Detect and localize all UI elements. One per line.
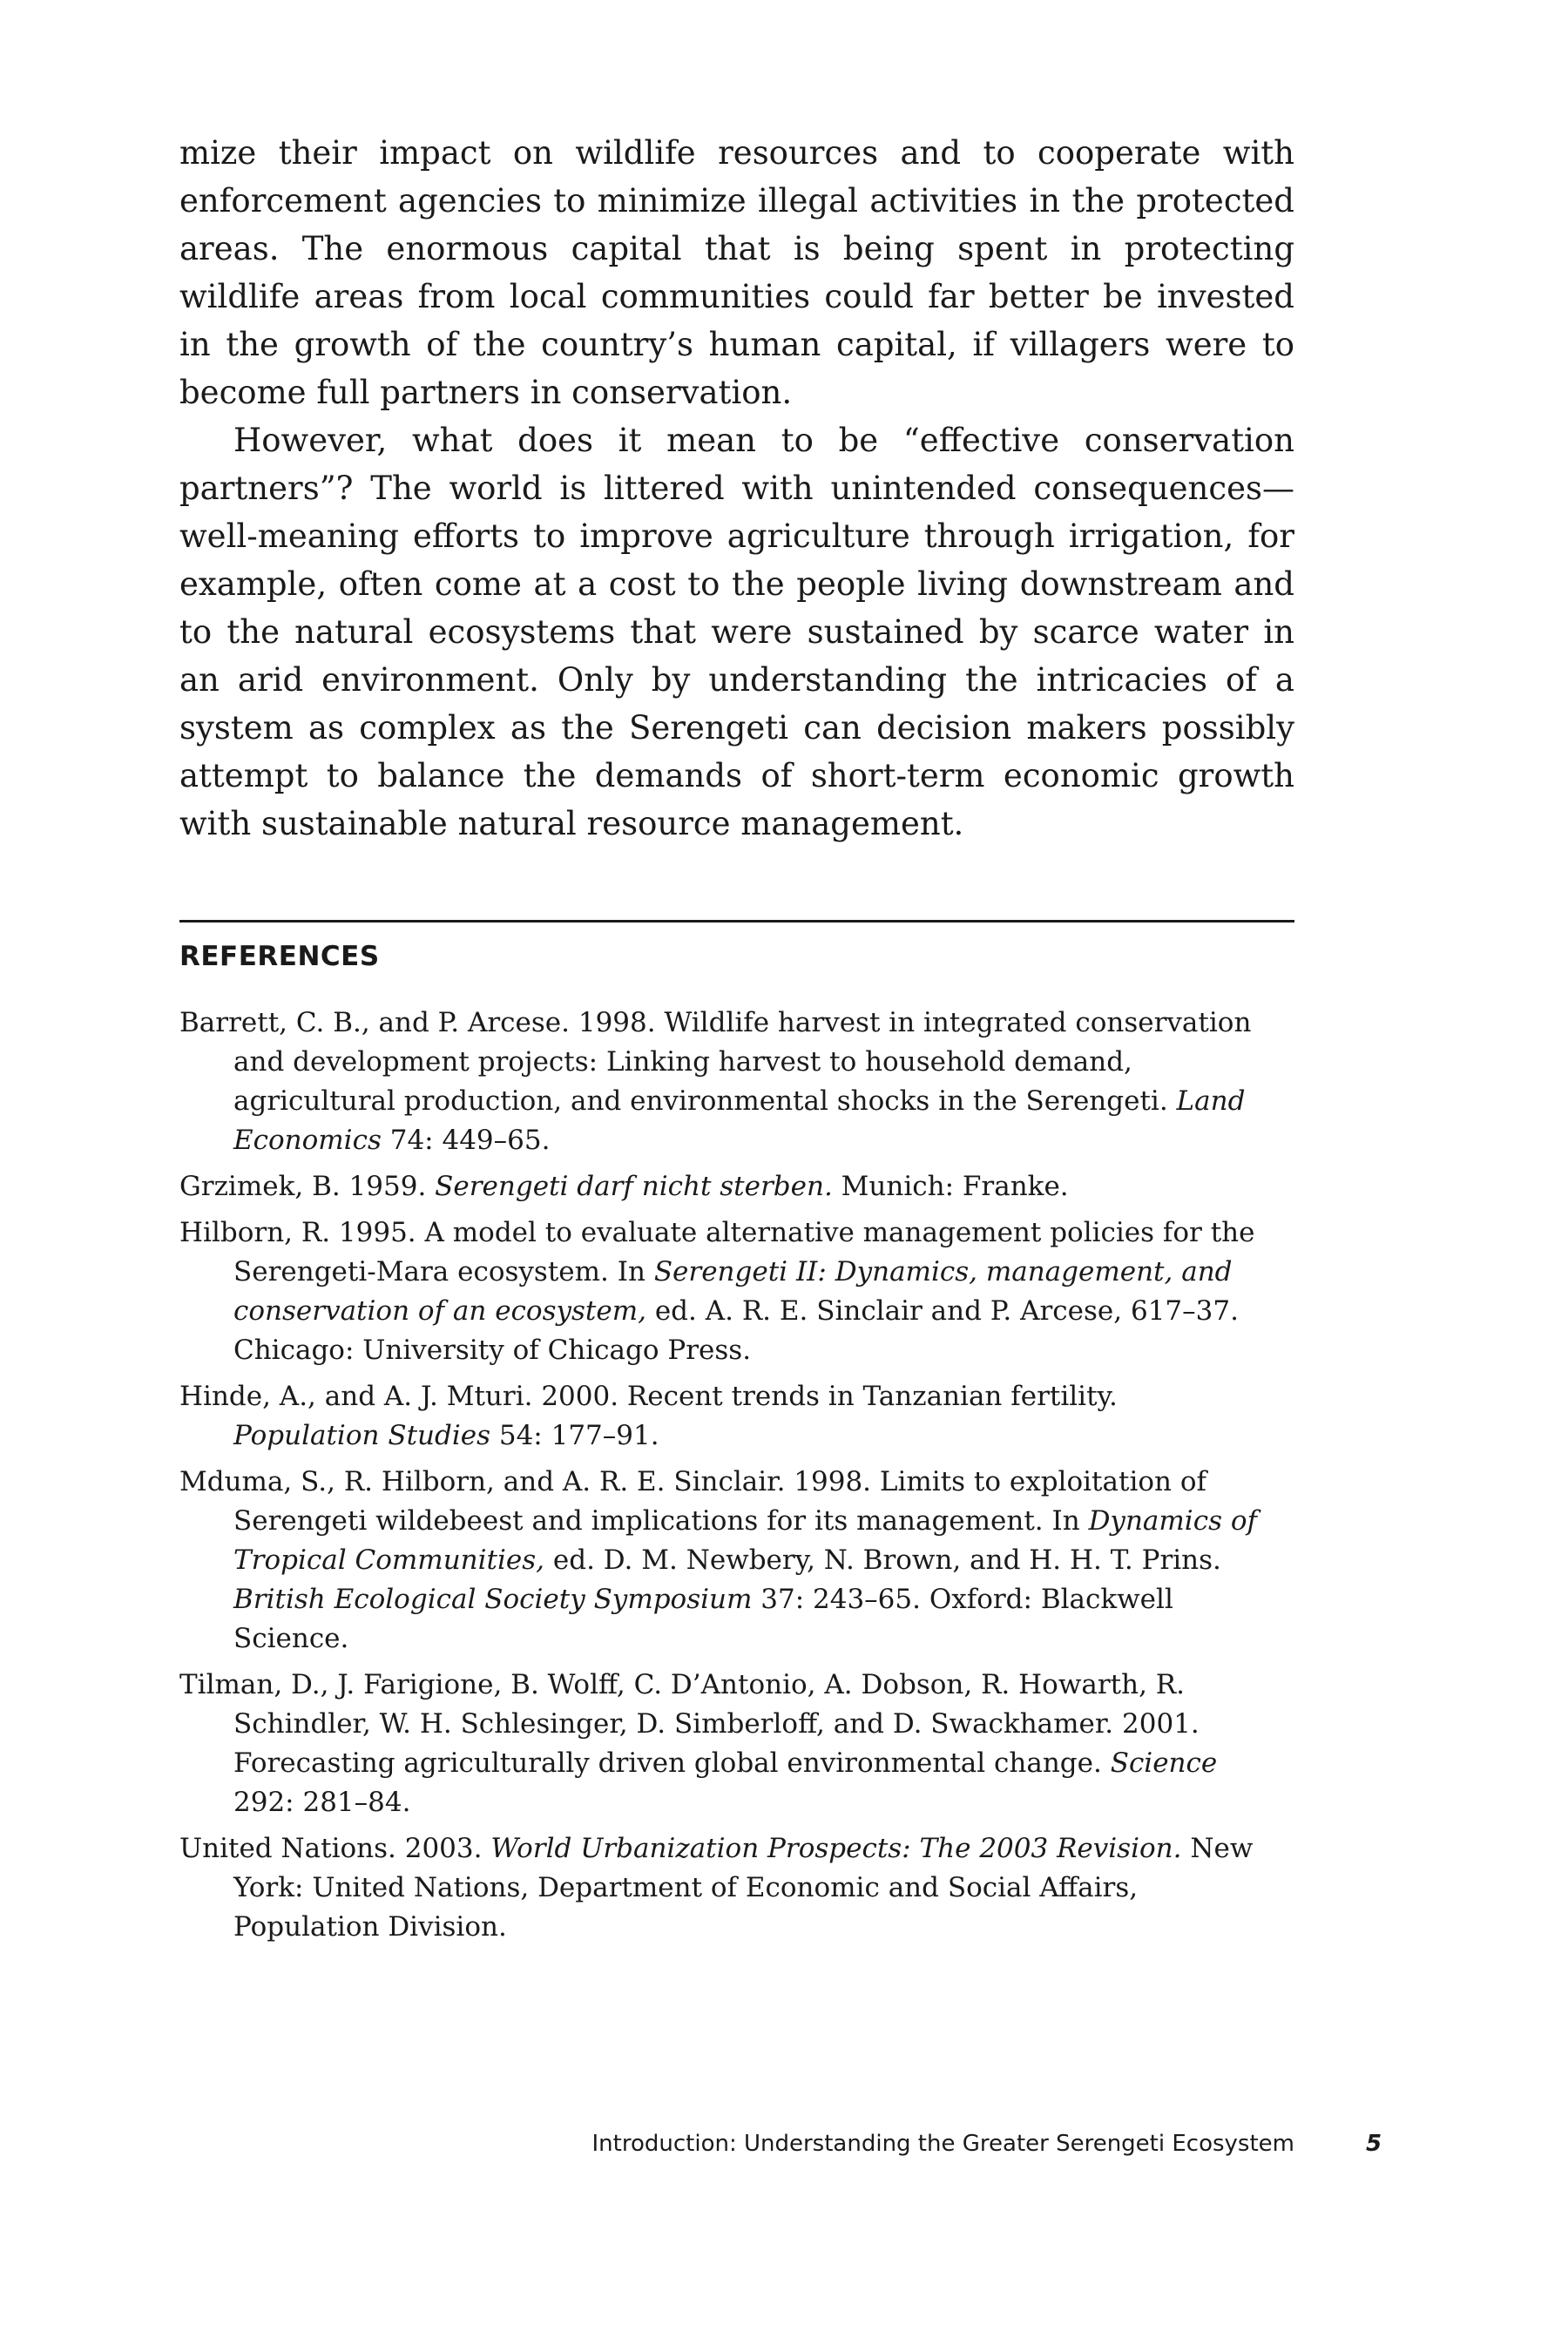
- reference-title: Dynamics of Tropical Communities,: [233, 1505, 1257, 1576]
- reference-text: Tilman, D., J. Farigione, B. Wolff, C. D’Antonio, A. Dobson, R. Howarth, R. Schindler, W. H. Schlesinger, D. Simberloff, and D. Swackhamer. 2001. Forecasting agriculturally driven global environmental change.: [179, 1669, 1200, 1779]
- body-paragraph: However, what does it mean to be “effective conservation partners”? The world is littered with unintended consequences—well-meaning efforts to improve agriculture through irrigation, for example, often come at a cost to the people living downstream and to the natural ecosystems that were sustained by scarce water in an arid environment. Only by understanding the intricacies of a system as complex as the Serengeti can decision makers possibly attempt to balance the demands of short-term economic growth with sustainable natural resource management.: [179, 422, 1294, 842]
- reference-text: New York: United Nations, Department of Economic and Social Affairs, Population Division.: [233, 1833, 1254, 1943]
- reference-entry: [179, 1666, 1267, 1822]
- reference-text: Mduma, S., R. Hilborn, and A. R. E. Sinclair. 1998. Limits to exploitation of Serengeti wildebeest and implications for its management. In: [179, 1466, 1206, 1537]
- reference-text: Grzimek, B. 1959.: [179, 1171, 436, 1202]
- body-text: [179, 129, 1294, 848]
- page-footer: [0, 2131, 1568, 2166]
- reference-title: Science: [1110, 1747, 1218, 1779]
- page-number: 5: [1366, 2131, 1382, 2157]
- reference-text: ed. A. R. E. Sinclair and P. Arcese, 617–37. Chicago: University of Chicago Press.: [233, 1295, 1239, 1366]
- references-heading: REFERENCES: [179, 941, 380, 972]
- reference-entry: [179, 1213, 1267, 1370]
- reference-text: 37: 243–65. Oxford: Blackwell Science.: [233, 1584, 1173, 1654]
- section-rule: [179, 920, 1294, 923]
- reference-text: Barrett, C. B., and P. Arcese. 1998. Wildlife harvest in integrated conservation and development projects: Linking harvest to household demand, agricultural production, and environmental shocks in the Serengeti.: [179, 1007, 1252, 1117]
- reference-text: ed. D. M. Newbery, N. Brown, and H. H. T. Prins.: [544, 1544, 1221, 1576]
- reference-text: United Nations. 2003.: [179, 1833, 491, 1864]
- body-paragraph: mize their impact on wildlife resources and to cooperate with enforcement agencies to minimize illegal activities in the protected areas. The enormous capital that is being spent in protecting wildlife areas from local communities could far better be invested in the growth of the country’s human capital, if villagers were to become full partners in conservation.: [179, 134, 1294, 411]
- reference-title: Serengeti darf nicht sterben.: [435, 1171, 833, 1202]
- reference-title: Land Economics: [233, 1085, 1246, 1156]
- reference-entry: [179, 1004, 1267, 1160]
- reference-title: Serengeti II: Dynamics, management, and conservation of an ecosystem,: [233, 1256, 1233, 1327]
- reference-title: Population Studies: [233, 1420, 490, 1451]
- reference-entry: [179, 1377, 1267, 1456]
- reference-text: Munich: Franke.: [832, 1171, 1069, 1202]
- running-head: Introduction: Understanding the Greater Serengeti Ecosystem: [591, 2131, 1294, 2157]
- reference-text: 54: 177–91.: [490, 1420, 659, 1451]
- reference-title: World Urbanization Prospects: The 2003 Revision.: [490, 1833, 1182, 1864]
- reference-title: British Ecological Society Symposium: [233, 1584, 753, 1615]
- reference-entry: [179, 1829, 1267, 1947]
- reference-entry: [179, 1463, 1267, 1659]
- reference-text: Hilborn, R. 1995. A model to evaluate alternative management policies for the Serengeti-Mara ecosystem. In: [179, 1217, 1255, 1288]
- reference-text: 292: 281–84.: [233, 1787, 411, 1818]
- references-list: [179, 1004, 1267, 1954]
- reference-entry: [179, 1167, 1267, 1206]
- reference-text: 74: 449–65.: [381, 1125, 551, 1156]
- reference-text: Hinde, A., and A. J. Mturi. 2000. Recent trends in Tanzanian fertility.: [179, 1381, 1118, 1412]
